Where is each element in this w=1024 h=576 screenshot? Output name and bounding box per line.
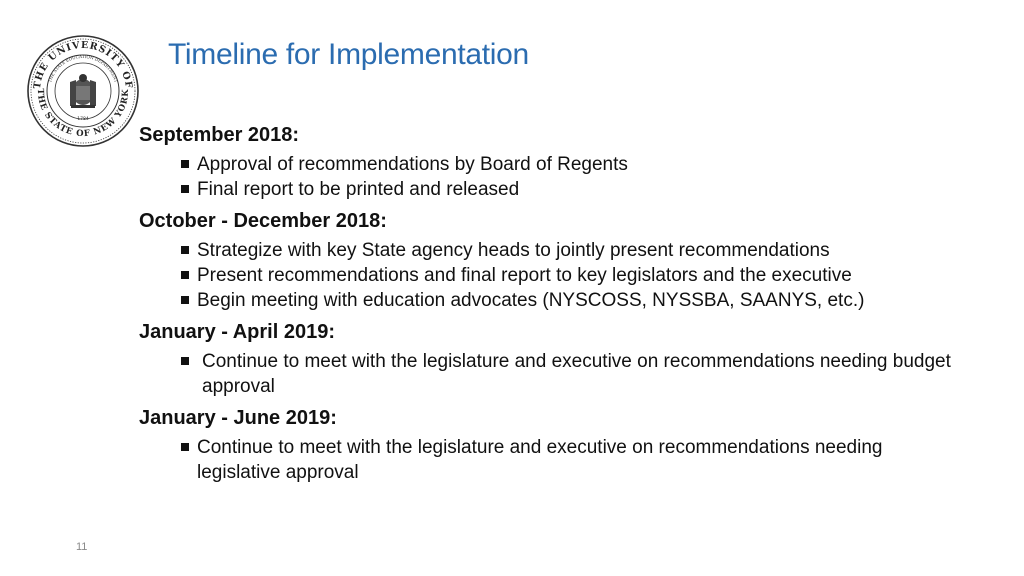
seal-inner-text: THE STATE EDUCATION DEPARTMENT bbox=[47, 53, 119, 84]
square-bullet-icon bbox=[181, 443, 189, 451]
seal-bottom-text: THE STATE OF NEW YORK bbox=[34, 88, 132, 140]
section-heading: September 2018: bbox=[139, 124, 300, 146]
square-bullet-icon bbox=[181, 160, 189, 168]
bullet-text: Approval of recommendations by Board of Regents bbox=[197, 154, 628, 175]
seal-year: 1784 bbox=[77, 117, 89, 122]
bullet-text: Begin meeting with education advocates (NYSCOSS, NYSSBA, SAANYS, etc.) bbox=[197, 290, 865, 311]
page-number: 11 bbox=[76, 541, 88, 553]
bullet-list bbox=[139, 152, 999, 202]
slide-title: Timeline for Implementation bbox=[168, 38, 529, 71]
bullet-text: Strategize with key State agency heads to jointly present recommendations bbox=[197, 240, 830, 261]
timeline-content bbox=[139, 118, 999, 491]
bullet-list bbox=[139, 349, 999, 399]
square-bullet-icon bbox=[181, 296, 189, 304]
list-item bbox=[139, 177, 999, 202]
university-seal-logo bbox=[26, 34, 140, 148]
square-bullet-icon bbox=[181, 185, 189, 193]
square-bullet-icon bbox=[181, 246, 189, 254]
square-bullet-icon bbox=[181, 271, 189, 279]
bullet-text: Final report to be printed and released bbox=[197, 179, 520, 200]
bullet-list bbox=[139, 238, 999, 313]
list-item bbox=[139, 435, 967, 485]
bullet-text: Continue to meet with the legislature and executive on recommendations needing budget approval bbox=[202, 351, 951, 397]
list-item bbox=[139, 263, 999, 288]
list-item bbox=[139, 349, 962, 399]
bullet-list bbox=[139, 435, 999, 485]
seal-top-text: THE UNIVERSITY OF bbox=[31, 39, 135, 90]
bullet-text: Continue to meet with the legislature and executive on recommendations needing legislative approval bbox=[197, 437, 883, 483]
list-item bbox=[139, 238, 999, 263]
section-heading: January - April 2019: bbox=[139, 321, 336, 343]
list-item bbox=[139, 152, 999, 177]
section-heading: January - June 2019: bbox=[139, 407, 337, 429]
list-item bbox=[139, 288, 999, 313]
section-heading: October - December 2018: bbox=[139, 210, 387, 232]
bullet-text: Present recommendations and final report to key legislators and the executive bbox=[197, 265, 852, 286]
square-bullet-icon bbox=[181, 357, 189, 365]
